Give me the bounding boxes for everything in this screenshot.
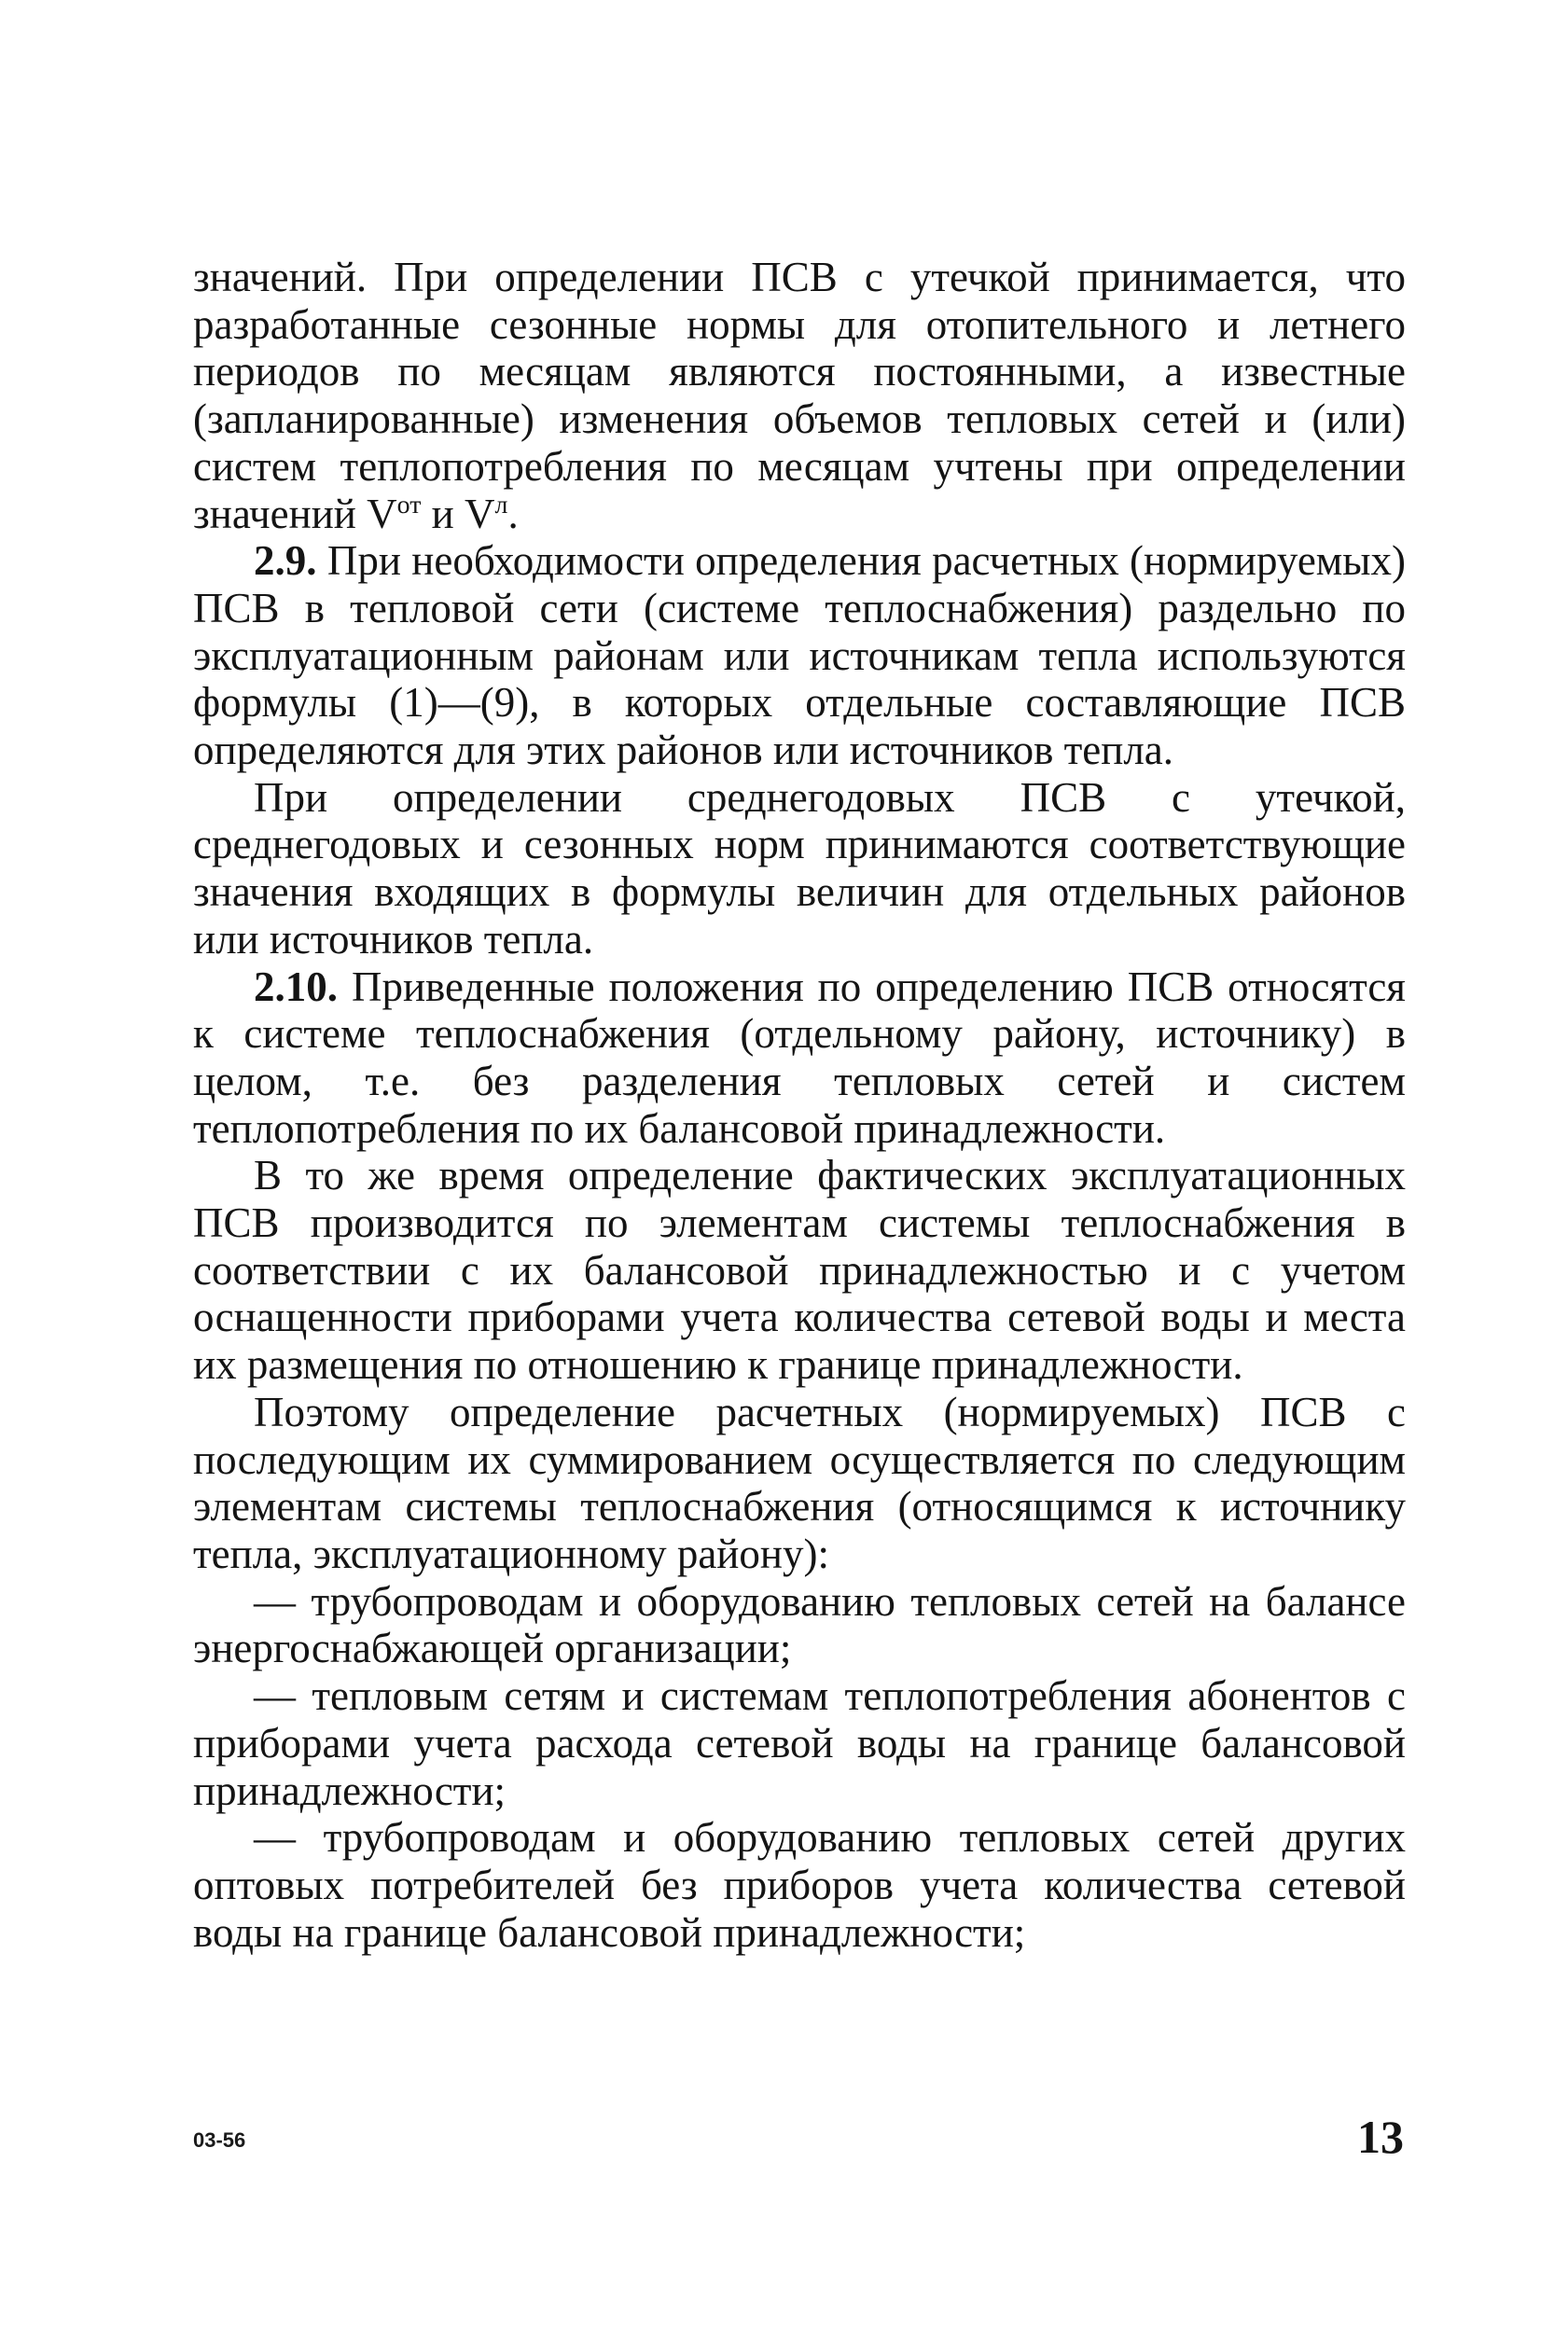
paragraph-text: Поэтому определение расчетных (нормируемых) ПСВ с последующим их суммированием осуществляется по следующим элементам системы теплоснабжения (относящимся к источнику тепла, эксплуатационному району): (193, 1388, 1406, 1577)
paragraph-2-10 (193, 963, 1406, 1153)
paragraph-number: 2.10. (254, 963, 338, 1010)
paragraph-text-mid: и V (421, 490, 495, 537)
paragraph-text: Приведенные положения по определению ПСВ относятся к системе теплоснабжения (отдельному району, источнику) в целом, т.е. без разделения тепловых сетей и систем теплопотребления по их балансовой принадлежности. (193, 963, 1407, 1152)
list-item-text: — тепловым сетям и системам теплопотребления абонентов с приборами учета расхода сетевой воды на границе балансовой принадлежности; (193, 1672, 1406, 1814)
paragraph (193, 1152, 1406, 1389)
body-text (193, 254, 1406, 1956)
list-item (193, 1578, 1406, 1672)
list-item-text: — трубопроводам и оборудованию тепловых сетей на балансе энергоснабжающей организации; (193, 1577, 1406, 1672)
list-item (193, 1814, 1406, 1956)
paragraph-number: 2.9. (254, 537, 317, 585)
paragraph-text-end: . (507, 490, 519, 537)
paragraph-text: значений. При определении ПСВ с утечкой принимается, что разработанные сезонные нормы для отопительного и летнего периодов по месяцам являются постоянными, а известные (запланированные) изменения объемов тепловых сетей и (или) систем теплопотребления по месяцам учтены при определении значений V (193, 254, 1406, 537)
superscript-l: л (494, 490, 508, 520)
paragraph (193, 774, 1406, 963)
list-item (193, 1672, 1406, 1814)
footer-code: 03-56 (193, 2128, 246, 2152)
paragraph-text: При определении среднегодовых ПСВ с утечкой, среднегодовых и сезонных норм принимаются соответствующие значения входящих в формулы величин для отдельных районов или источников тепла. (193, 773, 1406, 963)
page-number: 13 (1357, 2111, 1404, 2163)
paragraph (193, 1389, 1406, 1578)
list-item-text: — трубопроводам и оборудованию тепловых сетей других оптовых потребителей без приборов учета количества сетевой воды на границе балансовой принадлежности; (193, 1814, 1406, 1956)
paragraph-2-9 (193, 537, 1406, 774)
superscript-ot: от (396, 490, 422, 520)
paragraph-text: При необходимости определения расчетных (нормируемых) ПСВ в тепловой сети (системе теплоснабжения) раздельно по эксплуатационным районам или источникам тепла используются формулы (1)—(9), в которых отдельные составляющие ПСВ определяются для этих районов или источников тепла. (193, 537, 1406, 774)
paragraph-continuation (193, 254, 1406, 537)
paragraph-text: В то же время определение фактических эксплуатационных ПСВ производится по элементам системы теплоснабжения в соответствии с их балансовой принадлежностью и с учетом оснащенности приборами учета количества сетевой воды и места их размещения по отношению к границе принадлежности. (193, 1152, 1406, 1389)
